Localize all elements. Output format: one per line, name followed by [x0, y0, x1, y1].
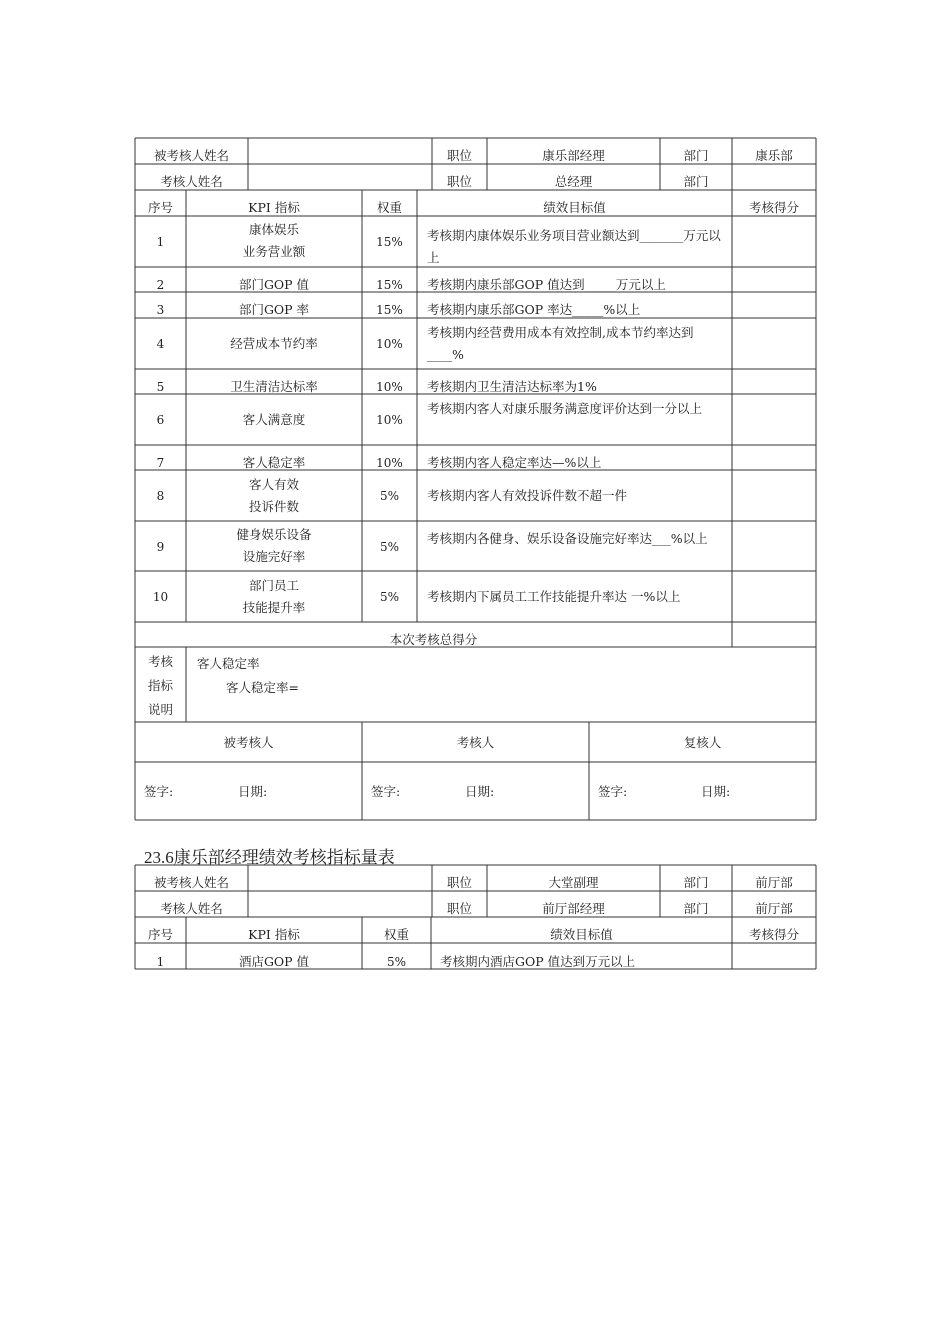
- row-9-no: 9: [156, 540, 165, 554]
- explanation-line-1: 客人稳定率: [197, 656, 260, 671]
- row-9-target: 考核期内各健身、娱乐设备设施完好率达___%以上: [427, 531, 708, 546]
- assessor-name-label: 考核人姓名: [160, 174, 223, 189]
- t2-column-header-weight: 权重: [383, 927, 409, 942]
- row-1-no: 1: [156, 235, 165, 249]
- row-2-no: 2: [156, 278, 165, 292]
- t2-row-1-kpi: 酒店GOP 值: [238, 954, 310, 969]
- t2-row-1-weight: 5%: [386, 955, 407, 969]
- row-3-kpi: 部门GOP 率: [238, 302, 310, 317]
- column-header-kpi: KPI 指标: [248, 200, 300, 215]
- assessee-name-label: 被考核人姓名: [153, 148, 229, 163]
- t2-department-label: 部门: [683, 875, 709, 890]
- assessee-date-label: 日期:: [238, 784, 268, 799]
- row-1-target: 考核期内康体娱乐业务项目营业额达到_______万元以上: [427, 228, 721, 265]
- row-4-target: 考核期内经营费用成本有效控制,成本节约率达到____%: [427, 325, 694, 362]
- signer-assessee-header: 被考核人: [223, 735, 274, 750]
- t2-column-header-score: 考核得分: [748, 927, 799, 942]
- row-1-kpi: 康体娱乐 业务营业额: [242, 222, 306, 259]
- row-6-weight: 10%: [376, 413, 403, 427]
- row-6-no: 6: [156, 413, 165, 427]
- row-7-weight: 10%: [376, 456, 403, 470]
- row-2-target: 考核期内康乐部GOP 值达到_____万元以上: [427, 277, 666, 292]
- t2-row-1-no: 1: [156, 955, 165, 969]
- department-value: 康乐部: [755, 148, 793, 163]
- row-8-target: 考核期内客人有效投诉件数不超一件: [427, 488, 628, 503]
- row-6-target: 考核期内客人对康乐服务满意度评价达到一分以上: [427, 401, 703, 416]
- row-3-target: 考核期内康乐部GOP 率达_____%以上: [427, 302, 641, 317]
- total-score-label: 本次考核总得分: [389, 632, 478, 647]
- t2-position-label: 职位: [446, 875, 472, 890]
- t2-position-value: 大堂副理: [548, 875, 599, 890]
- row-7-kpi: 客人稳定率: [242, 455, 306, 470]
- assessor-position-value: 总经理: [554, 174, 593, 189]
- row-8-kpi: 客人有效 投诉件数: [248, 477, 299, 514]
- row-7-no: 7: [156, 456, 165, 470]
- reviewer-signature-label: 签字:: [598, 784, 628, 799]
- row-4-weight: 10%: [376, 337, 403, 351]
- indicator-explanation-label: 考核 指标 说明: [147, 654, 173, 717]
- row-3-weight: 15%: [376, 303, 403, 317]
- section-heading: 23.6康乐部经理绩效考核指标量表: [144, 848, 395, 867]
- t2-department-value: 前厅部: [755, 875, 793, 890]
- position-value: 康乐部经理: [542, 148, 605, 163]
- t2-assessor-position-label: 职位: [446, 901, 472, 916]
- row-10-target: 考核期内下属员工工作技能提升率达 一%以上: [427, 589, 681, 604]
- signer-reviewer-header: 复核人: [683, 735, 722, 750]
- t2-column-header-kpi: KPI 指标: [248, 927, 300, 942]
- row-8-weight: 5%: [379, 489, 400, 503]
- column-header-score: 考核得分: [748, 200, 799, 215]
- assessor-department-label: 部门: [683, 174, 709, 189]
- row-10-kpi: 部门员工 技能提升率: [242, 578, 306, 615]
- t2-assessee-name-label: 被考核人姓名: [153, 875, 229, 890]
- row-2-weight: 15%: [376, 278, 403, 292]
- department-label: 部门: [683, 148, 709, 163]
- assessee-signature-label: 签字:: [144, 784, 174, 799]
- assessor-signature-label: 签字:: [371, 784, 401, 799]
- row-7-target: 考核期内客人稳定率达—%以上: [427, 455, 602, 470]
- row-10-no: 10: [152, 590, 169, 604]
- assessor-date-label: 日期:: [465, 784, 495, 799]
- row-5-no: 5: [156, 380, 165, 394]
- t2-assessor-department-label: 部门: [683, 901, 709, 916]
- position-label: 职位: [446, 148, 472, 163]
- row-2-kpi: 部门GOP 值: [238, 277, 310, 292]
- assessor-position-label: 职位: [446, 174, 472, 189]
- explanation-line-2: 客人稳定率=: [226, 680, 299, 695]
- t2-column-header-no: 序号: [147, 927, 173, 942]
- row-4-no: 4: [156, 337, 165, 351]
- column-header-weight: 权重: [376, 200, 402, 215]
- t2-column-header-target: 绩效目标值: [550, 927, 613, 942]
- row-10-weight: 5%: [379, 590, 400, 604]
- row-9-kpi: 健身娱乐设备 设施完好率: [236, 527, 312, 564]
- t2-row-1-target: 考核期内酒店GOP 值达到万元以上: [440, 954, 636, 969]
- reviewer-date-label: 日期:: [701, 784, 731, 799]
- row-5-target: 考核期内卫生清洁达标率为1%: [427, 379, 597, 394]
- row-9-weight: 5%: [379, 540, 400, 554]
- row-3-no: 3: [156, 303, 165, 317]
- row-1-weight: 15%: [376, 235, 403, 249]
- row-4-kpi: 经营成本节约率: [230, 336, 318, 351]
- column-header-no: 序号: [147, 200, 173, 215]
- row-6-kpi: 客人满意度: [242, 412, 306, 427]
- column-header-target: 绩效目标值: [543, 200, 606, 215]
- t2-assessor-position-value: 前厅部经理: [542, 901, 605, 916]
- row-5-kpi: 卫生清洁达标率: [230, 379, 318, 394]
- t2-assessor-name-label: 考核人姓名: [160, 901, 223, 916]
- row-5-weight: 10%: [376, 380, 403, 394]
- signer-assessor-header: 考核人: [456, 735, 495, 750]
- t2-assessor-department-value: 前厅部: [755, 901, 793, 916]
- row-8-no: 8: [156, 489, 165, 503]
